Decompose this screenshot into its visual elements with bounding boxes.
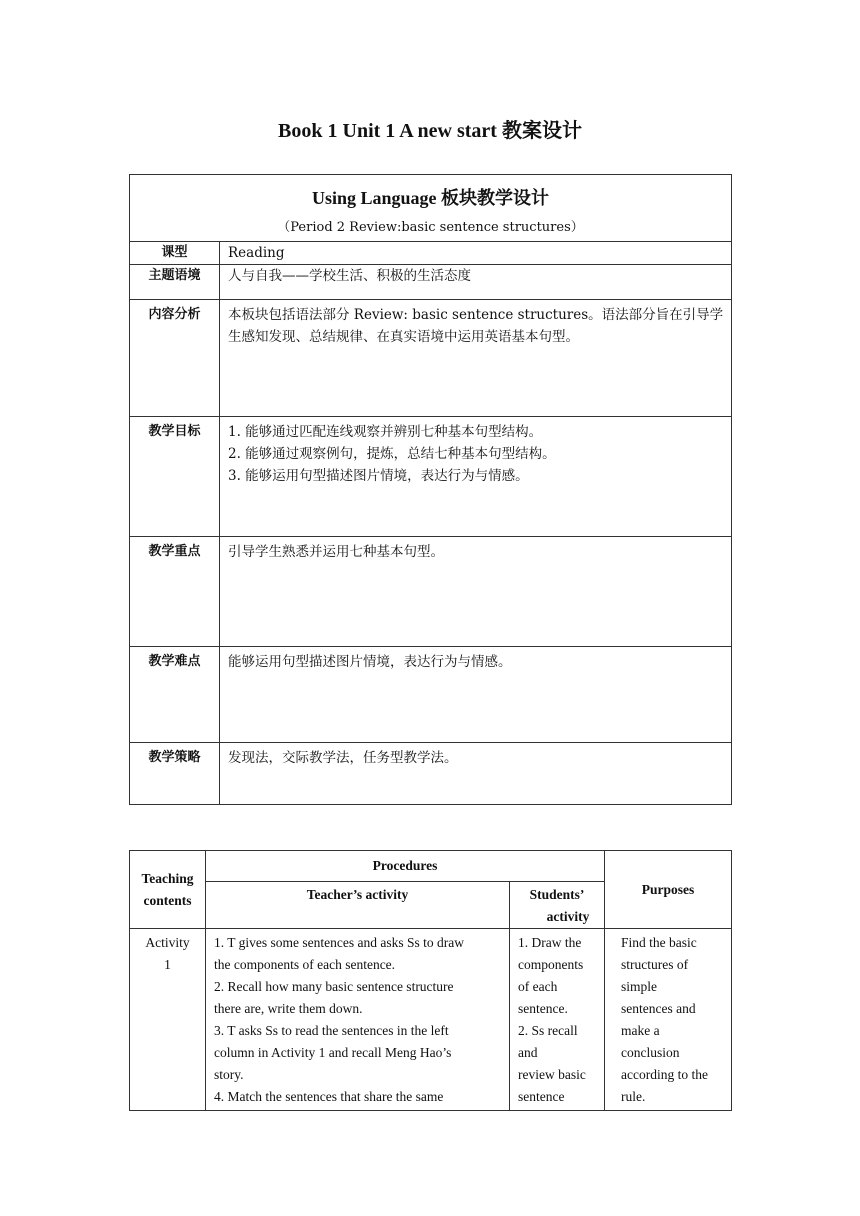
row-value-teaching-objectives: 1. 能够通过匹配连线观察并辨别七种基本句型结构。 2. 能够通过观察例句，提炼，总结七种基本句型结构。 3. 能够运用句型描述图片情境，表达行为与情感。 — [220, 417, 732, 537]
design-table-subheading: （Period 2 Review:basic sentence structures） — [277, 220, 584, 235]
activity-label-cell: Activity 1 — [130, 929, 206, 1111]
row-value-content-analysis: 本板块包括语法部分 Review: basic sentence structures。语法部分旨在引导学 生感知发现、总结规律、在真实语境中运用英语基本句型。 — [220, 300, 732, 417]
teacher-activity-cell: 1. T gives some sentences and asks Ss to draw the components of each sentence. 2. Recall how many basic sentence structure there are, write them down. 3. T asks Ss to read the sentences in the left column in Activity 1 and recall Meng Hao’s story. 4. Match the sentences that share the same — [206, 929, 510, 1111]
row-label-teaching-strategies: 教学策略 — [130, 743, 220, 805]
row-label-teaching-objectives: 教学目标 — [130, 417, 220, 537]
header-students-activity: Students’ activity — [510, 882, 605, 929]
row-label-key-points: 教学重点 — [130, 537, 220, 647]
header-purposes: Purposes — [605, 851, 732, 929]
header-teaching-contents: Teaching contents — [130, 851, 206, 929]
row-label-content-analysis: 内容分析 — [130, 300, 220, 417]
purposes-cell: Find the basic structures of simple sentences and make a conclusion according to the rule. — [605, 929, 732, 1111]
students-activity-cell: 1. Draw the components of each sentence. 2. Ss recall and review basic sentence — [510, 929, 605, 1111]
procedures-table — [129, 850, 732, 1111]
lesson-design-table — [129, 174, 732, 805]
row-value-theme-context: 人与自我——学校生活、积极的生活态度 — [220, 265, 732, 300]
page-title: Book 1 Unit 1 A new start 教案设计 — [278, 120, 582, 142]
design-table-heading: Using Language 板块教学设计 — [311, 188, 550, 208]
design-table-header — [130, 175, 732, 242]
row-value-difficult-points: 能够运用句型描述图片情境，表达行为与情感。 — [220, 647, 732, 743]
header-procedures: Procedures — [206, 851, 605, 882]
row-label-difficult-points: 教学难点 — [130, 647, 220, 743]
row-value-lesson-type: Reading — [220, 242, 732, 265]
row-value-teaching-strategies: 发现法，交际教学法，任务型教学法。 — [220, 743, 732, 805]
header-teacher-activity: Teacher’s activity — [206, 882, 510, 929]
row-label-lesson-type: 课型 — [130, 242, 220, 265]
row-label-theme-context: 主题语境 — [130, 265, 220, 300]
row-value-key-points: 引导学生熟悉并运用七种基本句型。 — [220, 537, 732, 647]
